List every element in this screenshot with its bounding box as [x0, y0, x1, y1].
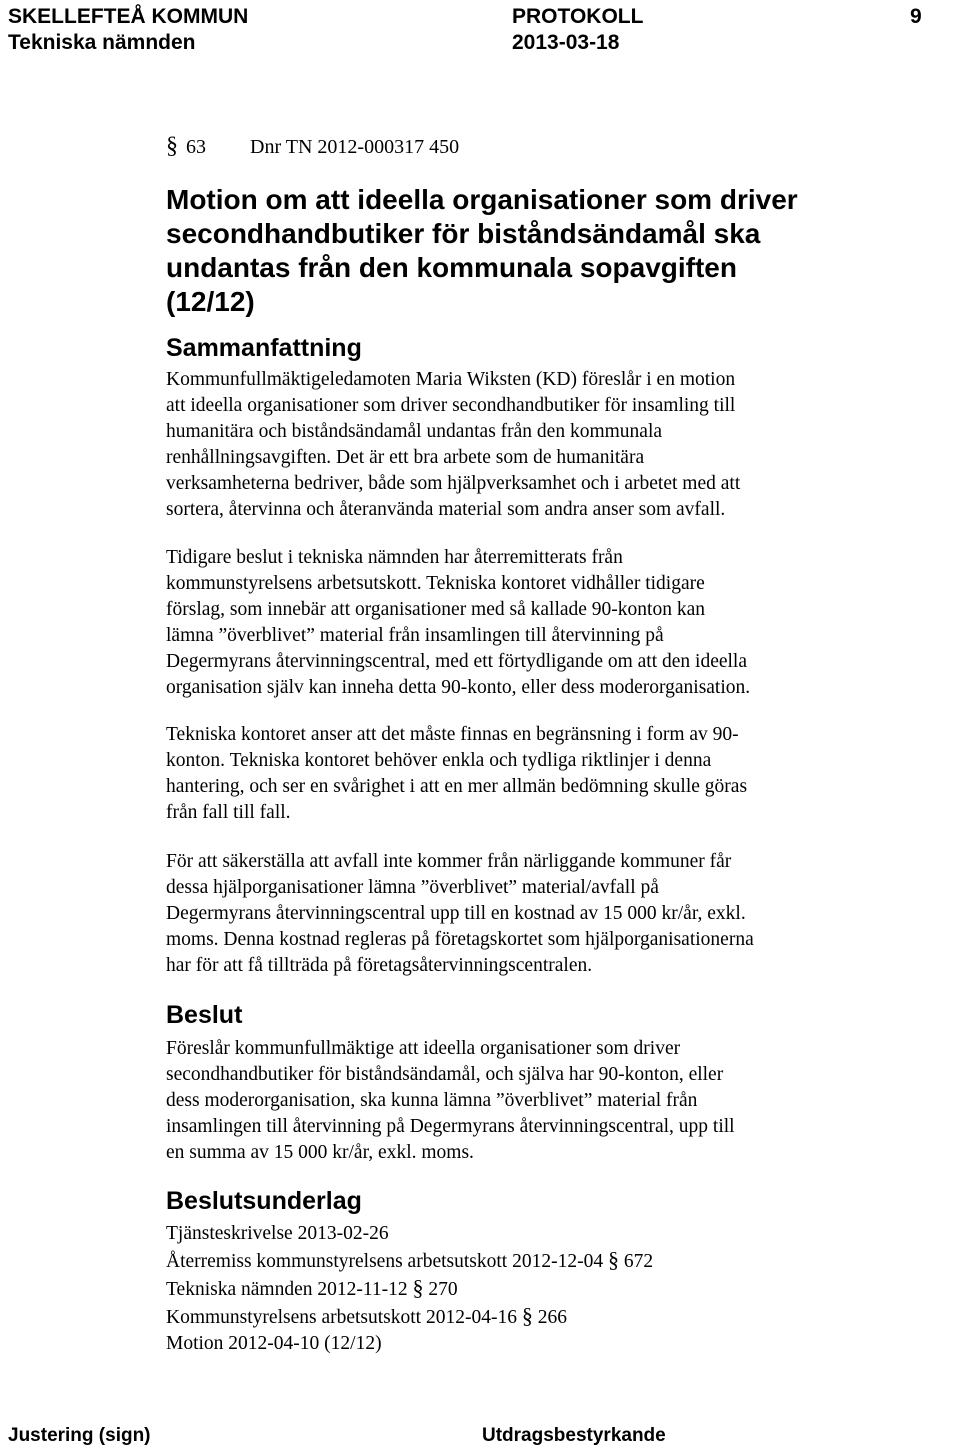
text-line: har för att få tillträda på företagsåtervinningscentralen.: [166, 955, 593, 976]
section-symbol: §: [166, 133, 178, 159]
text-line: Kommunfullmäktigeledamoten Maria Wiksten (KD) föreslår i en motion: [166, 369, 736, 390]
reference-item: [166, 1275, 653, 1303]
reference-item: [166, 1303, 653, 1331]
reference-section: 672: [623, 1251, 654, 1272]
text-line: lämna ”överblivet” material från insamlingen till återvinning på: [166, 625, 664, 646]
text-line: humanitära och biståndsändamål undantas från den kommunala: [166, 421, 663, 442]
text-line: dess moderorganisation, ska kunna lämna ”överblivet” material från: [166, 1090, 698, 1111]
page-title: [166, 183, 886, 319]
text-line: Tekniska kontoret anser att det måste finnas en begränsning i form av 90-: [166, 724, 739, 745]
dnr: Dnr TN 2012-000317 450: [250, 136, 460, 158]
doc-type: PROTOKOLL: [512, 5, 644, 28]
reference-section: 270: [428, 1279, 458, 1300]
text-line: hantering, och ser en svårighet i att en mer allmän bedömning skulle göras: [166, 776, 748, 797]
board-name: Tekniska nämnden: [8, 31, 196, 54]
section-number: 63: [186, 136, 206, 158]
text-line: organisation själv kan inneha detta 90-konto, eller dess moderorganisation.: [166, 677, 751, 698]
text-line: secondhandbutiker för biståndsändamål, och själva har 90-konton, eller: [166, 1064, 724, 1085]
paragraph-summary-2: [166, 545, 866, 701]
text-line: renhållningsavgiften. Det är ett bra arbete som de humanitära: [166, 447, 645, 468]
footer-utdragsbestyrkande: Utdragsbestyrkande: [482, 1425, 666, 1446]
section-line: [166, 133, 459, 160]
text-line: från fall till fall.: [166, 802, 291, 823]
paragraph-summary-3: [166, 722, 866, 826]
reference-text: Motion 2012-04-10 (12/12): [166, 1333, 382, 1354]
text-line: kommunstyrelsens arbetsutskott. Tekniska kontoret vidhåller tidigare: [166, 573, 705, 594]
reference-item: [166, 1331, 653, 1357]
text-line: sortera, återvinna och återanvända material som andra anser som avfall.: [166, 499, 726, 520]
org-name: SKELLEFTEÅ KOMMUN: [8, 5, 249, 28]
title-line: secondhandbutiker för biståndsändamål ska: [166, 218, 761, 249]
paragraph-summary-4: [166, 849, 866, 979]
title-line: (12/12): [166, 286, 255, 317]
reference-item: [166, 1221, 653, 1247]
paragraph-summary-1: [166, 367, 866, 523]
text-line: förslag, som innebär att organisationer med så kallade 90-konton kan: [166, 599, 705, 620]
paragraph-beslut: [166, 1036, 866, 1166]
reference-list: [166, 1221, 653, 1357]
text-line: insamlingen till återvinning på Degermyrans återvinningscentral, upp till: [166, 1116, 735, 1137]
text-line: moms. Denna kostnad regleras på företagskortet som hjälporganisationerna: [166, 929, 754, 950]
text-line: att ideella organisationer som driver secondhandbutiker för insamling till: [166, 395, 736, 416]
reference-text: Kommunstyrelsens arbetsutskott 2012-04-16: [166, 1307, 517, 1328]
text-line: verksamheterna bedriver, både som hjälpverksamhet och i arbetet med att: [166, 473, 741, 494]
heading-beslutsunderlag: Beslutsunderlag: [166, 1187, 362, 1215]
text-line: För att säkerställa att avfall inte kommer från närliggande kommuner får: [166, 851, 732, 872]
text-line: Tidigare beslut i tekniska nämnden har återremitterats från: [166, 547, 623, 568]
reference-section: 266: [537, 1307, 567, 1328]
text-line: Degermyrans återvinningscentral upp till en kostnad av 15 000 kr/år, exkl.: [166, 903, 746, 924]
text-line: dessa hjälporganisationer lämna ”överblivet” material/avfall på: [166, 877, 659, 898]
page-number: 9: [910, 5, 922, 28]
heading-sammanfattning: Sammanfattning: [166, 334, 362, 362]
text-line: en summa av 15 000 kr/år, exkl. moms.: [166, 1142, 474, 1163]
section-symbol: §: [607, 1247, 619, 1272]
reference-text: Återremiss kommunstyrelsens arbetsutskott 2012-12-04: [166, 1251, 604, 1272]
title-line: undantas från den kommunala sopavgiften: [166, 252, 737, 283]
title-line: Motion om att ideella organisationer som driver: [166, 184, 798, 215]
protocol-date: 2013-03-18: [512, 31, 620, 54]
text-line: konton. Tekniska kontoret behöver enkla och tydliga riktlinjer i denna: [166, 750, 712, 771]
reference-item: [166, 1247, 653, 1275]
footer-justering: Justering (sign): [8, 1425, 151, 1446]
heading-beslut: Beslut: [166, 1001, 243, 1029]
section-symbol: §: [521, 1303, 533, 1328]
section-symbol: §: [412, 1275, 424, 1300]
text-line: Föreslår kommunfullmäktige att ideella organisationer som driver: [166, 1038, 681, 1059]
text-line: Degermyrans återvinningscentral, med ett förtydligande om att den ideella: [166, 651, 748, 672]
reference-text: Tjänsteskrivelse 2013-02-26: [166, 1223, 389, 1244]
reference-text: Tekniska nämnden 2012-11-12: [166, 1279, 408, 1300]
